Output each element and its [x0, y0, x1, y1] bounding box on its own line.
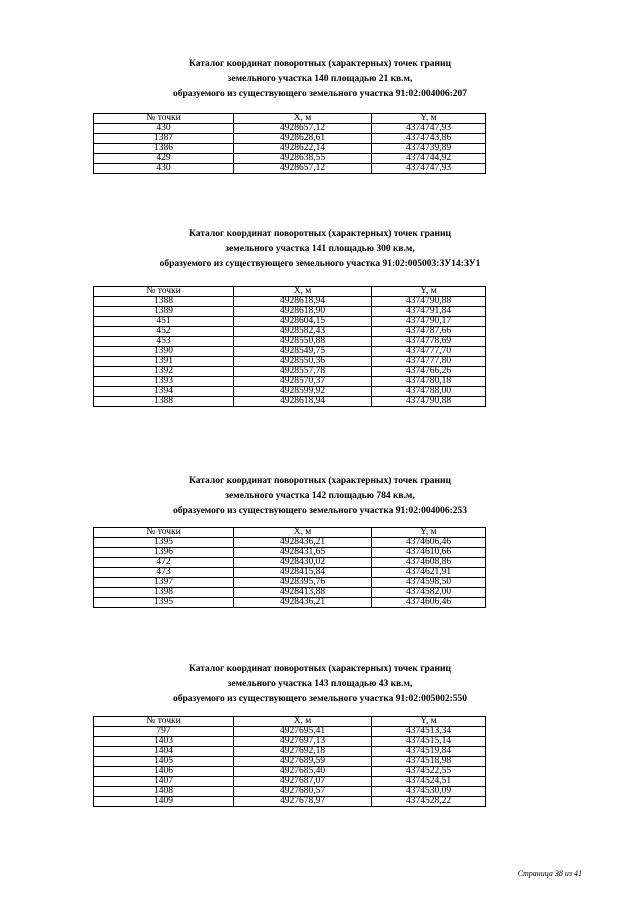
coordinates-table	[93, 527, 486, 608]
point-number-cell: 1396	[94, 548, 234, 558]
table-row	[94, 797, 486, 807]
y-coordinate-cell: 4374747,93	[372, 124, 486, 134]
y-coordinate-cell: 4374790,88	[372, 397, 486, 407]
coordinates-table-block	[93, 716, 485, 807]
point-number-cell: 429	[94, 154, 234, 164]
point-number-cell: 473	[94, 568, 234, 578]
table-row	[94, 548, 486, 558]
y-coordinate-cell: 4374524,51	[372, 777, 486, 787]
y-coordinate-cell: 4374778,69	[372, 337, 486, 347]
table-header-row	[94, 717, 486, 727]
point-number-cell: 1386	[94, 144, 234, 154]
x-coordinate-cell: 4928582,43	[234, 327, 372, 337]
y-coordinate-cell: 4374530,09	[372, 787, 486, 797]
y-coordinate-cell: 4374610,66	[372, 548, 486, 558]
point-number-cell: 1405	[94, 757, 234, 767]
x-coordinate-cell: 4928657,12	[234, 124, 372, 134]
table-row	[94, 538, 486, 548]
y-coordinate-cell: 4374788,00	[372, 387, 486, 397]
y-coordinate-cell: 4374598,50	[372, 578, 486, 588]
coordinates-table-block	[93, 113, 485, 174]
table-row	[94, 317, 486, 327]
table-row	[94, 337, 486, 347]
coordinates-table	[93, 716, 486, 807]
table-row	[94, 578, 486, 588]
column-header: X, м	[234, 717, 372, 727]
column-header: № точки	[94, 717, 234, 727]
column-header: X, м	[234, 114, 372, 124]
page-number: Страница 38 из 41	[517, 869, 582, 878]
table-row	[94, 387, 486, 397]
table-header-row	[94, 287, 486, 297]
coordinates-table	[93, 113, 486, 174]
point-number-cell: 1395	[94, 598, 234, 608]
point-number-cell: 1389	[94, 307, 234, 317]
y-coordinate-cell: 4374621,91	[372, 568, 486, 578]
column-header: X, м	[234, 528, 372, 538]
coordinates-table-block	[93, 527, 485, 608]
x-coordinate-cell: 4928550,36	[234, 357, 372, 367]
point-number-cell: 1388	[94, 297, 234, 307]
table-row	[94, 144, 486, 154]
point-number-cell: 1391	[94, 357, 234, 367]
point-number-cell: 1408	[94, 787, 234, 797]
x-coordinate-cell: 4928395,76	[234, 578, 372, 588]
table-row	[94, 568, 486, 578]
point-number-cell: 451	[94, 317, 234, 327]
x-coordinate-cell: 4928550,88	[234, 337, 372, 347]
x-coordinate-cell: 4928557,78	[234, 367, 372, 377]
y-coordinate-cell: 4374790,88	[372, 297, 486, 307]
table-row	[94, 757, 486, 767]
x-coordinate-cell: 4927697,13	[234, 737, 372, 747]
table-row	[94, 124, 486, 134]
table-row	[94, 164, 486, 174]
point-number-cell: 430	[94, 124, 234, 134]
title-line: образуемого из существующего земельного участка 91:02:004006:207	[172, 89, 468, 99]
catalog-title	[0, 474, 640, 519]
y-coordinate-cell: 4374528,22	[372, 797, 486, 807]
x-coordinate-cell: 4928436,21	[234, 598, 372, 608]
x-coordinate-cell: 4928549,75	[234, 347, 372, 357]
x-coordinate-cell: 4928628,61	[234, 134, 372, 144]
column-header: Y, м	[372, 528, 486, 538]
x-coordinate-cell: 4928599,92	[234, 387, 372, 397]
point-number-cell: 797	[94, 727, 234, 737]
y-coordinate-cell: 4374777,70	[372, 347, 486, 357]
y-coordinate-cell: 4374513,34	[372, 727, 486, 737]
column-header: Y, м	[372, 717, 486, 727]
table-row	[94, 558, 486, 568]
y-coordinate-cell: 4374744,92	[372, 154, 486, 164]
x-coordinate-cell: 4928604,15	[234, 317, 372, 327]
point-number-cell: 1390	[94, 347, 234, 357]
catalog-title	[0, 227, 640, 272]
coordinates-table-block	[93, 286, 485, 407]
y-coordinate-cell: 4374790,17	[372, 317, 486, 327]
x-coordinate-cell: 4928570,37	[234, 377, 372, 387]
y-coordinate-cell: 4374780,18	[372, 377, 486, 387]
title-line: образуемого из существующего земельного участка 91:02:005002:550	[172, 694, 468, 704]
title-line: Каталог координат поворотных (характерных) точек границ	[189, 476, 451, 486]
title-line: земельного участка 141 площадью 300 кв.м,	[225, 244, 415, 254]
title-line: земельного участка 140 площадью 21 кв.м,	[227, 74, 413, 84]
table-row	[94, 327, 486, 337]
y-coordinate-cell: 4374519,84	[372, 747, 486, 757]
x-coordinate-cell: 4928618,90	[234, 307, 372, 317]
point-number-cell: 1409	[94, 797, 234, 807]
table-row	[94, 777, 486, 787]
table-header-row	[94, 528, 486, 538]
table-header-row	[94, 114, 486, 124]
coordinates-table	[93, 286, 486, 407]
point-number-cell: 1407	[94, 777, 234, 787]
x-coordinate-cell: 4928618,94	[234, 397, 372, 407]
y-coordinate-cell: 4374787,66	[372, 327, 486, 337]
title-line: образуемого из существующего земельного участка 91:02:004006:253	[172, 506, 468, 516]
y-coordinate-cell: 4374766,26	[372, 367, 486, 377]
y-coordinate-cell: 4374747,93	[372, 164, 486, 174]
point-number-cell: 1392	[94, 367, 234, 377]
x-coordinate-cell: 4927680,57	[234, 787, 372, 797]
table-row	[94, 397, 486, 407]
y-coordinate-cell: 4374777,80	[372, 357, 486, 367]
point-number-cell: 452	[94, 327, 234, 337]
y-coordinate-cell: 4374606,46	[372, 538, 486, 548]
catalog-title	[0, 662, 640, 707]
x-coordinate-cell: 4927689,59	[234, 757, 372, 767]
y-coordinate-cell: 4374739,89	[372, 144, 486, 154]
column-header: № точки	[94, 528, 234, 538]
x-coordinate-cell: 4928436,21	[234, 538, 372, 548]
title-line: Каталог координат поворотных (характерных) точек границ	[189, 59, 451, 69]
catalog-title	[0, 57, 640, 102]
y-coordinate-cell: 4374518,98	[372, 757, 486, 767]
x-coordinate-cell: 4927678,97	[234, 797, 372, 807]
column-header: X, м	[234, 287, 372, 297]
y-coordinate-cell: 4374743,86	[372, 134, 486, 144]
column-header: № точки	[94, 287, 234, 297]
table-row	[94, 307, 486, 317]
y-coordinate-cell: 4374791,84	[372, 307, 486, 317]
table-row	[94, 727, 486, 737]
point-number-cell: 1398	[94, 588, 234, 598]
x-coordinate-cell: 4928430,02	[234, 558, 372, 568]
title-line: Каталог координат поворотных (характерных) точек границ	[189, 229, 451, 239]
table-row	[94, 598, 486, 608]
point-number-cell: 1395	[94, 538, 234, 548]
table-row	[94, 767, 486, 777]
point-number-cell: 1388	[94, 397, 234, 407]
title-line: образуемого из существующего земельного участка 91:02:005003:ЗУ14:ЗУ1	[159, 259, 481, 269]
point-number-cell: 1387	[94, 134, 234, 144]
x-coordinate-cell: 4928622,14	[234, 144, 372, 154]
point-number-cell: 1397	[94, 578, 234, 588]
y-coordinate-cell: 4374582,00	[372, 588, 486, 598]
table-row	[94, 367, 486, 377]
point-number-cell: 1406	[94, 767, 234, 777]
point-number-cell: 1393	[94, 377, 234, 387]
x-coordinate-cell: 4927687,07	[234, 777, 372, 787]
point-number-cell: 1394	[94, 387, 234, 397]
x-coordinate-cell: 4928638,55	[234, 154, 372, 164]
table-row	[94, 357, 486, 367]
point-number-cell: 472	[94, 558, 234, 568]
table-row	[94, 297, 486, 307]
column-header: № точки	[94, 114, 234, 124]
y-coordinate-cell: 4374515,14	[372, 737, 486, 747]
y-coordinate-cell: 4374606,46	[372, 598, 486, 608]
x-coordinate-cell: 4928657,12	[234, 164, 372, 174]
x-coordinate-cell: 4928618,94	[234, 297, 372, 307]
x-coordinate-cell: 4928415,84	[234, 568, 372, 578]
point-number-cell: 1403	[94, 737, 234, 747]
table-row	[94, 737, 486, 747]
column-header: Y, м	[372, 114, 486, 124]
column-header: Y, м	[372, 287, 486, 297]
title-line: земельного участка 142 площадью 784 кв.м,	[225, 491, 415, 501]
table-row	[94, 377, 486, 387]
table-row	[94, 347, 486, 357]
table-row	[94, 747, 486, 757]
point-number-cell: 453	[94, 337, 234, 347]
point-number-cell: 430	[94, 164, 234, 174]
x-coordinate-cell: 4927695,41	[234, 727, 372, 737]
title-line: Каталог координат поворотных (характерных) точек границ	[189, 664, 451, 674]
x-coordinate-cell: 4927692,18	[234, 747, 372, 757]
table-row	[94, 588, 486, 598]
title-line: земельного участка 143 площадью 43 кв.м,	[227, 679, 413, 689]
point-number-cell: 1404	[94, 747, 234, 757]
x-coordinate-cell: 4927685,40	[234, 767, 372, 777]
table-row	[94, 154, 486, 164]
x-coordinate-cell: 4928431,65	[234, 548, 372, 558]
table-row	[94, 134, 486, 144]
y-coordinate-cell: 4374608,86	[372, 558, 486, 568]
y-coordinate-cell: 4374522,55	[372, 767, 486, 777]
table-row	[94, 787, 486, 797]
x-coordinate-cell: 4928413,88	[234, 588, 372, 598]
